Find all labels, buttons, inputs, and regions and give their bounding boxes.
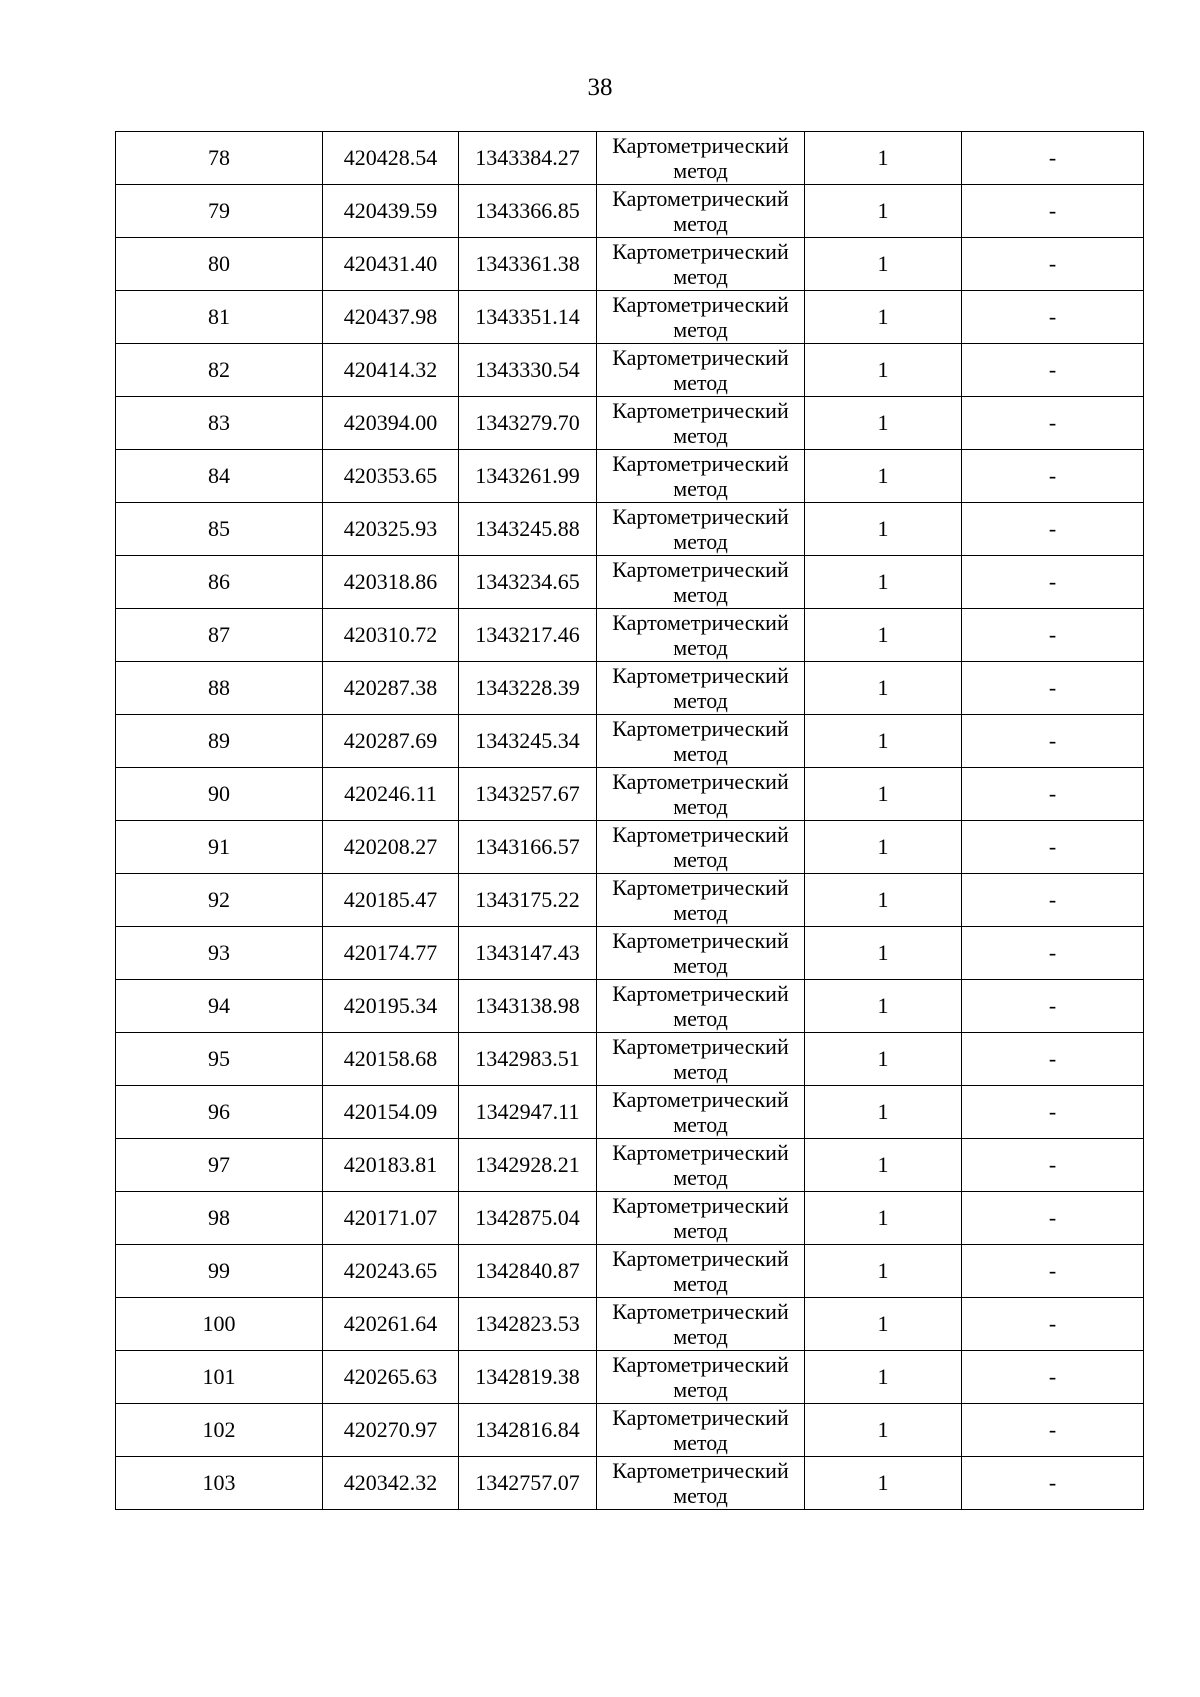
method-line-2: метод	[673, 1006, 728, 1031]
table-row	[116, 662, 1144, 715]
y-coordinate-cell: 1343166.57	[459, 821, 597, 874]
x-coordinate-cell: 420265.63	[323, 1351, 459, 1404]
accuracy-cell: 1	[805, 132, 962, 185]
x-coordinate-cell: 420208.27	[323, 821, 459, 874]
point-number-cell: 100	[116, 1298, 323, 1351]
point-number-cell: 97	[116, 1139, 323, 1192]
method-line-2: метод	[673, 1218, 728, 1243]
y-coordinate-cell: 1343217.46	[459, 609, 597, 662]
method-line-1: Картометрический	[612, 1299, 789, 1324]
method-line-2: метод	[673, 423, 728, 448]
x-coordinate-cell: 420195.34	[323, 980, 459, 1033]
method-line-1: Картометрический	[612, 610, 789, 635]
accuracy-cell: 1	[805, 503, 962, 556]
method-cell	[597, 556, 805, 609]
y-coordinate-cell: 1343234.65	[459, 556, 597, 609]
accuracy-cell: 1	[805, 556, 962, 609]
note-cell: -	[962, 821, 1144, 874]
coordinates-table	[115, 131, 1144, 1510]
x-coordinate-cell: 420310.72	[323, 609, 459, 662]
note-cell: -	[962, 1192, 1144, 1245]
y-coordinate-cell: 1343257.67	[459, 768, 597, 821]
note-cell: -	[962, 397, 1144, 450]
method-line-1: Картометрический	[612, 1458, 789, 1483]
note-cell: -	[962, 1351, 1144, 1404]
point-number-cell: 96	[116, 1086, 323, 1139]
table-row	[116, 450, 1144, 503]
accuracy-cell: 1	[805, 821, 962, 874]
method-cell	[597, 291, 805, 344]
method-line-1: Картометрический	[612, 822, 789, 847]
method-line-2: метод	[673, 900, 728, 925]
accuracy-cell: 1	[805, 1033, 962, 1086]
note-cell: -	[962, 344, 1144, 397]
method-line-2: метод	[673, 529, 728, 554]
table-row	[116, 1245, 1144, 1298]
method-line-1: Картометрический	[612, 716, 789, 741]
x-coordinate-cell: 420158.68	[323, 1033, 459, 1086]
table-row	[116, 1192, 1144, 1245]
method-line-2: метод	[673, 1430, 728, 1455]
accuracy-cell: 1	[805, 397, 962, 450]
y-coordinate-cell: 1343330.54	[459, 344, 597, 397]
y-coordinate-cell: 1343384.27	[459, 132, 597, 185]
point-number-cell: 92	[116, 874, 323, 927]
accuracy-cell: 1	[805, 609, 962, 662]
accuracy-cell: 1	[805, 1351, 962, 1404]
x-coordinate-cell: 420261.64	[323, 1298, 459, 1351]
y-coordinate-cell: 1342816.84	[459, 1404, 597, 1457]
method-cell	[597, 980, 805, 1033]
method-line-2: метод	[673, 476, 728, 501]
method-cell	[597, 1457, 805, 1510]
x-coordinate-cell: 420246.11	[323, 768, 459, 821]
note-cell: -	[962, 556, 1144, 609]
x-coordinate-cell: 420174.77	[323, 927, 459, 980]
method-line-1: Картометрический	[612, 1034, 789, 1059]
method-line-2: метод	[673, 264, 728, 289]
note-cell: -	[962, 1245, 1144, 1298]
point-number-cell: 80	[116, 238, 323, 291]
method-line-2: метод	[673, 1271, 728, 1296]
note-cell: -	[962, 980, 1144, 1033]
method-line-1: Картометрический	[612, 1140, 789, 1165]
method-line-2: метод	[673, 317, 728, 342]
method-cell	[597, 609, 805, 662]
method-line-1: Картометрический	[612, 239, 789, 264]
method-line-2: метод	[673, 953, 728, 978]
x-coordinate-cell: 420342.32	[323, 1457, 459, 1510]
method-cell	[597, 238, 805, 291]
accuracy-cell: 1	[805, 1192, 962, 1245]
point-number-cell: 94	[116, 980, 323, 1033]
x-coordinate-cell: 420325.93	[323, 503, 459, 556]
accuracy-cell: 1	[805, 768, 962, 821]
point-number-cell: 91	[116, 821, 323, 874]
method-line-1: Картометрический	[612, 504, 789, 529]
method-cell	[597, 1192, 805, 1245]
method-line-2: метод	[673, 1483, 728, 1508]
note-cell: -	[962, 450, 1144, 503]
x-coordinate-cell: 420394.00	[323, 397, 459, 450]
y-coordinate-cell: 1342757.07	[459, 1457, 597, 1510]
x-coordinate-cell: 420171.07	[323, 1192, 459, 1245]
accuracy-cell: 1	[805, 1298, 962, 1351]
y-coordinate-cell: 1343351.14	[459, 291, 597, 344]
table-row	[116, 1139, 1144, 1192]
y-coordinate-cell: 1343245.88	[459, 503, 597, 556]
method-line-1: Картометрический	[612, 186, 789, 211]
y-coordinate-cell: 1343175.22	[459, 874, 597, 927]
x-coordinate-cell: 420243.65	[323, 1245, 459, 1298]
table-row	[116, 1404, 1144, 1457]
point-number-cell: 103	[116, 1457, 323, 1510]
accuracy-cell: 1	[805, 1086, 962, 1139]
accuracy-cell: 1	[805, 874, 962, 927]
method-line-2: метод	[673, 582, 728, 607]
x-coordinate-cell: 420414.32	[323, 344, 459, 397]
point-number-cell: 99	[116, 1245, 323, 1298]
y-coordinate-cell: 1343138.98	[459, 980, 597, 1033]
note-cell: -	[962, 291, 1144, 344]
x-coordinate-cell: 420154.09	[323, 1086, 459, 1139]
accuracy-cell: 1	[805, 291, 962, 344]
method-cell	[597, 450, 805, 503]
x-coordinate-cell: 420437.98	[323, 291, 459, 344]
note-cell: -	[962, 1298, 1144, 1351]
point-number-cell: 78	[116, 132, 323, 185]
method-cell	[597, 1033, 805, 1086]
table-row	[116, 503, 1144, 556]
method-line-1: Картометрический	[612, 1405, 789, 1430]
point-number-cell: 90	[116, 768, 323, 821]
coordinates-table-body	[116, 132, 1144, 1510]
note-cell: -	[962, 927, 1144, 980]
method-cell	[597, 1245, 805, 1298]
y-coordinate-cell: 1343228.39	[459, 662, 597, 715]
method-line-2: метод	[673, 158, 728, 183]
method-cell	[597, 662, 805, 715]
method-line-1: Картометрический	[612, 981, 789, 1006]
method-line-1: Картометрический	[612, 663, 789, 688]
method-line-1: Картометрический	[612, 1193, 789, 1218]
y-coordinate-cell: 1342823.53	[459, 1298, 597, 1351]
note-cell: -	[962, 609, 1144, 662]
table-row	[116, 344, 1144, 397]
method-line-2: метод	[673, 211, 728, 236]
method-line-2: метод	[673, 370, 728, 395]
method-line-1: Картометрический	[612, 292, 789, 317]
point-number-cell: 89	[116, 715, 323, 768]
table-row	[116, 821, 1144, 874]
x-coordinate-cell: 420287.69	[323, 715, 459, 768]
point-number-cell: 81	[116, 291, 323, 344]
method-line-1: Картометрический	[612, 451, 789, 476]
method-cell	[597, 1139, 805, 1192]
y-coordinate-cell: 1343147.43	[459, 927, 597, 980]
note-cell: -	[962, 662, 1144, 715]
method-cell	[597, 874, 805, 927]
y-coordinate-cell: 1343261.99	[459, 450, 597, 503]
accuracy-cell: 1	[805, 715, 962, 768]
accuracy-cell: 1	[805, 1139, 962, 1192]
point-number-cell: 87	[116, 609, 323, 662]
method-cell	[597, 768, 805, 821]
table-row	[116, 291, 1144, 344]
method-cell	[597, 132, 805, 185]
method-cell	[597, 927, 805, 980]
y-coordinate-cell: 1342840.87	[459, 1245, 597, 1298]
method-line-2: метод	[673, 635, 728, 660]
method-line-1: Картометрический	[612, 398, 789, 423]
method-cell	[597, 503, 805, 556]
note-cell: -	[962, 874, 1144, 927]
table-row	[116, 132, 1144, 185]
point-number-cell: 85	[116, 503, 323, 556]
method-line-2: метод	[673, 847, 728, 872]
table-row	[116, 1351, 1144, 1404]
table-row	[116, 927, 1144, 980]
method-line-2: метод	[673, 1165, 728, 1190]
table-row	[116, 1457, 1144, 1510]
y-coordinate-cell: 1343366.85	[459, 185, 597, 238]
x-coordinate-cell: 420183.81	[323, 1139, 459, 1192]
x-coordinate-cell: 420439.59	[323, 185, 459, 238]
method-cell	[597, 397, 805, 450]
x-coordinate-cell: 420185.47	[323, 874, 459, 927]
x-coordinate-cell: 420353.65	[323, 450, 459, 503]
note-cell: -	[962, 715, 1144, 768]
note-cell: -	[962, 132, 1144, 185]
method-cell	[597, 1298, 805, 1351]
y-coordinate-cell: 1343279.70	[459, 397, 597, 450]
x-coordinate-cell: 420431.40	[323, 238, 459, 291]
accuracy-cell: 1	[805, 662, 962, 715]
note-cell: -	[962, 503, 1144, 556]
y-coordinate-cell: 1343361.38	[459, 238, 597, 291]
y-coordinate-cell: 1342983.51	[459, 1033, 597, 1086]
page-number: 38	[587, 74, 613, 101]
y-coordinate-cell: 1343245.34	[459, 715, 597, 768]
table-row	[116, 1086, 1144, 1139]
point-number-cell: 93	[116, 927, 323, 980]
note-cell: -	[962, 1033, 1144, 1086]
table-row	[116, 874, 1144, 927]
method-line-1: Картометрический	[612, 769, 789, 794]
point-number-cell: 86	[116, 556, 323, 609]
method-line-2: метод	[673, 688, 728, 713]
method-line-1: Картометрический	[612, 133, 789, 158]
x-coordinate-cell: 420270.97	[323, 1404, 459, 1457]
point-number-cell: 79	[116, 185, 323, 238]
x-coordinate-cell: 420318.86	[323, 556, 459, 609]
table-row	[116, 556, 1144, 609]
y-coordinate-cell: 1342819.38	[459, 1351, 597, 1404]
point-number-cell: 84	[116, 450, 323, 503]
point-number-cell: 102	[116, 1404, 323, 1457]
method-line-1: Картометрический	[612, 345, 789, 370]
point-number-cell: 82	[116, 344, 323, 397]
x-coordinate-cell: 420428.54	[323, 132, 459, 185]
table-row	[116, 1298, 1144, 1351]
table-row	[116, 768, 1144, 821]
point-number-cell: 95	[116, 1033, 323, 1086]
method-line-1: Картометрический	[612, 1087, 789, 1112]
accuracy-cell: 1	[805, 1404, 962, 1457]
method-cell	[597, 185, 805, 238]
method-cell	[597, 1404, 805, 1457]
accuracy-cell: 1	[805, 1457, 962, 1510]
method-cell	[597, 344, 805, 397]
y-coordinate-cell: 1342875.04	[459, 1192, 597, 1245]
accuracy-cell: 1	[805, 344, 962, 397]
note-cell: -	[962, 238, 1144, 291]
method-line-2: метод	[673, 794, 728, 819]
note-cell: -	[962, 768, 1144, 821]
method-line-2: метод	[673, 1324, 728, 1349]
method-line-1: Картометрический	[612, 557, 789, 582]
table-row	[116, 185, 1144, 238]
method-cell	[597, 1086, 805, 1139]
note-cell: -	[962, 1404, 1144, 1457]
point-number-cell: 98	[116, 1192, 323, 1245]
accuracy-cell: 1	[805, 238, 962, 291]
point-number-cell: 101	[116, 1351, 323, 1404]
table-row	[116, 980, 1144, 1033]
method-line-2: метод	[673, 741, 728, 766]
x-coordinate-cell: 420287.38	[323, 662, 459, 715]
method-cell	[597, 1351, 805, 1404]
method-line-2: метод	[673, 1059, 728, 1084]
note-cell: -	[962, 1139, 1144, 1192]
method-line-1: Картометрический	[612, 875, 789, 900]
method-line-1: Картометрический	[612, 928, 789, 953]
note-cell: -	[962, 1457, 1144, 1510]
method-cell	[597, 715, 805, 768]
method-line-1: Картометрический	[612, 1246, 789, 1271]
table-row	[116, 397, 1144, 450]
method-cell	[597, 821, 805, 874]
method-line-2: метод	[673, 1112, 728, 1137]
method-line-1: Картометрический	[612, 1352, 789, 1377]
accuracy-cell: 1	[805, 450, 962, 503]
point-number-cell: 88	[116, 662, 323, 715]
accuracy-cell: 1	[805, 927, 962, 980]
table-row	[116, 609, 1144, 662]
y-coordinate-cell: 1342947.11	[459, 1086, 597, 1139]
y-coordinate-cell: 1342928.21	[459, 1139, 597, 1192]
accuracy-cell: 1	[805, 980, 962, 1033]
table-row	[116, 1033, 1144, 1086]
table-row	[116, 715, 1144, 768]
table-row	[116, 238, 1144, 291]
note-cell: -	[962, 185, 1144, 238]
method-line-2: метод	[673, 1377, 728, 1402]
note-cell: -	[962, 1086, 1144, 1139]
point-number-cell: 83	[116, 397, 323, 450]
accuracy-cell: 1	[805, 1245, 962, 1298]
accuracy-cell: 1	[805, 185, 962, 238]
